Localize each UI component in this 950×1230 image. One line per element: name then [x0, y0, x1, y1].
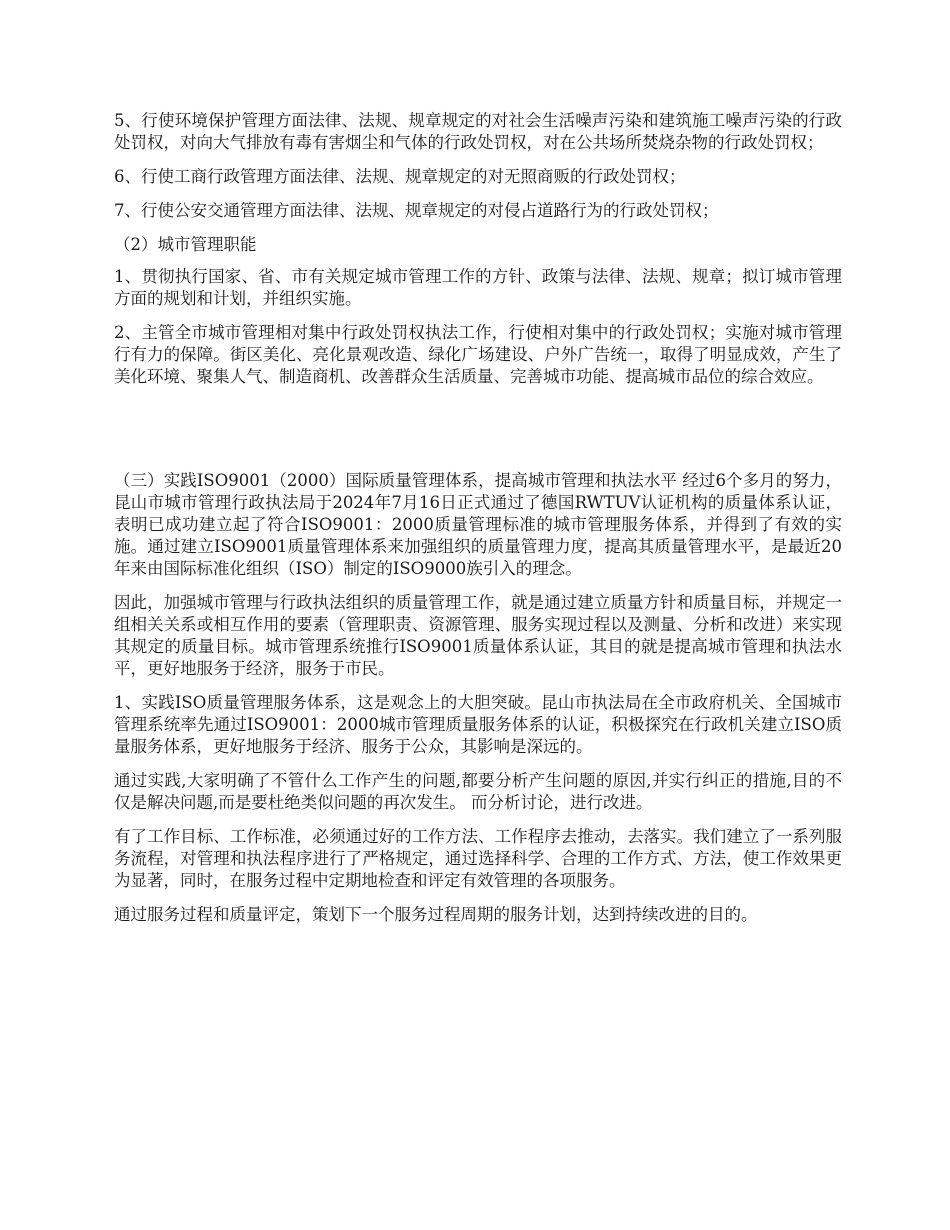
subheading-city-management: （2）城市管理职能: [114, 235, 257, 254]
paragraph-item-5: 5、行使环境保护管理方面法律、法规、规章规定的对社会生活噪声污染和建筑施工噪声污染的行政处罚权，对向大气排放有毒有害烟尘和气体的行政处罚权，对在公共场所焚烧杂物的行政处罚权；: [114, 111, 842, 152]
section-gap: [114, 400, 842, 470]
paragraph-city-item-2: 2、主管全市城市管理相对集中行政处罚权执法工作，行使相对集中的行政处罚权；实施对城市管理行有力的保障。街区美化、亮化景观改造、绿化广场建设、户外广告统一，取得了明显成效，产生了美化环境、聚集人气、制造商机、改善群众生活质量、完善城市功能、提高城市品位的综合效应。: [114, 323, 842, 386]
paragraph-iso-practice: 1、实践ISO质量管理服务体系，这是观念上的大胆突破。昆山市执法局在全市政府机关、全国城市管理系统率先通过ISO9001：2000城市管理质量服务体系的认证，积极探究在行政机关建立ISO质量服务体系，更好地服务于经济、服务于公众，其影响是深远的。: [114, 693, 842, 756]
paragraph-city-item-1: 1、贯彻执行国家、省、市有关规定城市管理工作的方针、政策与法律、法规、规章；拟订城市管理方面的规划和计划，并组织实施。: [114, 267, 842, 308]
paragraph-problem-analysis: 通过实践,大家明确了不管什么工作产生的问题,都要分析产生问题的原因,并实行纠正的措施,目的不仅是解决问题,而是要杜绝类似问题的再次发生。 而分析讨论，进行改进。: [114, 771, 842, 812]
paragraph-iso-intro: （三）实践ISO9001（2000）国际质量管理体系，提高城市管理和执法水平 经过6个多月的努力，昆山市城市管理行政执法局于2024年7月16日正式通过了德国RWTUV认证机构的质量体系认证，表明已成功建立起了符合ISO9001：2000质量管理标准的城市管理服务体系，并得到了有效的实施。通过建立ISO9001质量管理体系来加强组织的质量管理力度，提高其质量管理水平，是最近20年来由国际标准化组织（ISO）制定的ISO9000族引入的理念。: [114, 471, 842, 578]
paragraph-item-7: 7、行使公安交通管理方面法律、法规、规章规定的对侵占道路行为的行政处罚权；: [114, 201, 719, 220]
paragraph-item-6: 6、行使工商行政管理方面法律、法规、规章规定的对无照商贩的行政处罚权；: [114, 167, 686, 186]
paragraph-continuous-improvement: 通过服务过程和质量评定，策划下一个服务过程周期的服务计划，达到持续改进的目的。: [114, 905, 758, 924]
paragraph-quality-management: 因此，加强城市管理与行政执法组织的质量管理工作，就是通过建立质量方针和质量目标，并规定一组相关关系或相互作用的要素（管理职责、资源管理、服务实现过程以及测量、分析和改进）来实现其规定的质量目标。城市管理系统推行ISO9001质量体系认证，其目的就是提高城市管理和执法水平，更好地服务于经济，服务于市民。: [114, 593, 842, 678]
document-page: [114, 110, 842, 938]
paragraph-work-process: 有了工作目标、工作标准，必须通过好的工作方法、工作程序去推动，去落实。我们建立了一系列服务流程，对管理和执法程序进行了严格规定，通过选择科学、合理的工作方式、方法，使工作效果更为显著，同时，在服务过程中定期地检查和评定有效管理的各项服务。: [114, 827, 842, 890]
